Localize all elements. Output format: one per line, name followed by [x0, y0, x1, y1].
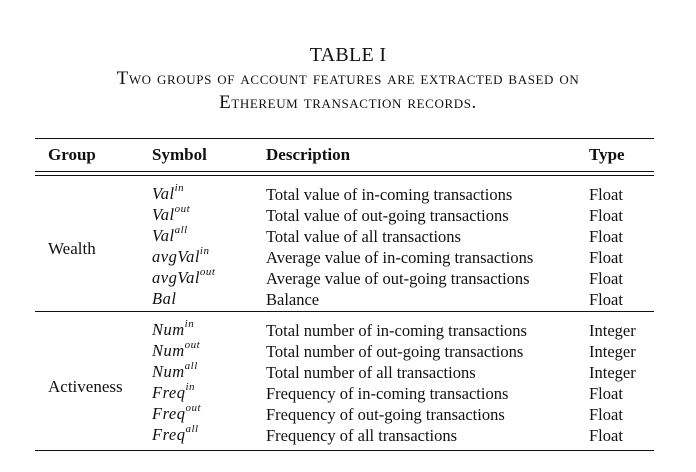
symbol-cell: Num$^{all}$	[152, 359, 198, 381]
type-cell: Integer	[589, 342, 636, 361]
table-row	[35, 338, 654, 362]
table-row	[35, 317, 654, 341]
description-cell: Total value of out-going transactions	[266, 206, 509, 225]
symbol-cell: avgVal$^{out}$	[152, 265, 216, 287]
type-cell: Float	[589, 290, 623, 309]
description-cell: Total value of in-coming transactions	[266, 185, 513, 204]
description-cell: Total number of in-coming transactions	[266, 321, 527, 340]
table-row	[35, 202, 654, 226]
symbol-cell: avgVal$^{in}$	[152, 244, 210, 266]
description-cell: Frequency of all transactions	[266, 426, 458, 445]
description-cell: Average value of out-going transactions	[266, 269, 530, 288]
symbol-cell: Freq$^{out}$	[152, 401, 202, 423]
type-cell: Float	[589, 384, 623, 403]
header-group: Group	[48, 145, 96, 164]
type-cell: Float	[589, 269, 623, 288]
description-cell: Average value of in-coming transactions	[266, 248, 534, 267]
symbol-cell: Bal	[152, 289, 177, 308]
table-row	[35, 181, 654, 205]
description-cell: Total number of all transactions	[266, 363, 476, 382]
symbol-cell: Val$^{all}$	[152, 223, 188, 245]
table-caption-line-1: Two groups of account features are extracted based on	[116, 68, 580, 89]
type-cell: Float	[589, 426, 623, 445]
header-description: Description	[266, 145, 351, 164]
table-row	[35, 380, 654, 404]
description-cell: Frequency of out-going transactions	[266, 405, 505, 424]
symbol-cell: Num$^{out}$	[152, 338, 201, 360]
table-row	[35, 289, 654, 310]
description-cell: Frequency of in-coming transactions	[266, 384, 509, 403]
description-cell: Total value of all transactions	[266, 227, 461, 246]
type-cell: Float	[589, 227, 623, 246]
table-row	[35, 359, 654, 383]
type-cell: Float	[589, 248, 623, 267]
description-cell: Total number of out-going transactions	[266, 342, 524, 361]
symbol-cell: Freq$^{all}$	[152, 422, 199, 444]
group-label-activeness: Activeness	[48, 377, 123, 396]
type-cell: Float	[589, 206, 623, 225]
table-row	[35, 265, 654, 289]
type-cell: Integer	[589, 321, 636, 340]
type-cell: Float	[589, 405, 623, 424]
symbol-cell: Num$^{in}$	[152, 317, 195, 339]
table-row	[35, 223, 654, 247]
header-symbol: Symbol	[152, 145, 207, 164]
bottom-rule	[35, 450, 654, 451]
table-caption-line-2: Ethereum transaction records.	[219, 92, 477, 113]
description-cell: Balance	[266, 290, 320, 309]
type-cell: Float	[589, 185, 623, 204]
table-header-row	[35, 139, 654, 171]
symbol-cell: Val$^{in}$	[152, 181, 185, 203]
table-row	[35, 244, 654, 268]
symbol-cell: Val$^{out}$	[152, 202, 191, 224]
table-row	[35, 401, 654, 425]
feature-table	[35, 138, 654, 451]
symbol-cell: Freq$^{in}$	[152, 380, 196, 402]
group-block-wealth	[35, 176, 654, 311]
group-label-wealth: Wealth	[48, 239, 96, 258]
header-type: Type	[589, 145, 625, 164]
type-cell: Integer	[589, 363, 636, 382]
group-block-activeness	[35, 312, 654, 450]
table-row	[35, 422, 654, 446]
table-title: TABLE I	[309, 44, 387, 66]
